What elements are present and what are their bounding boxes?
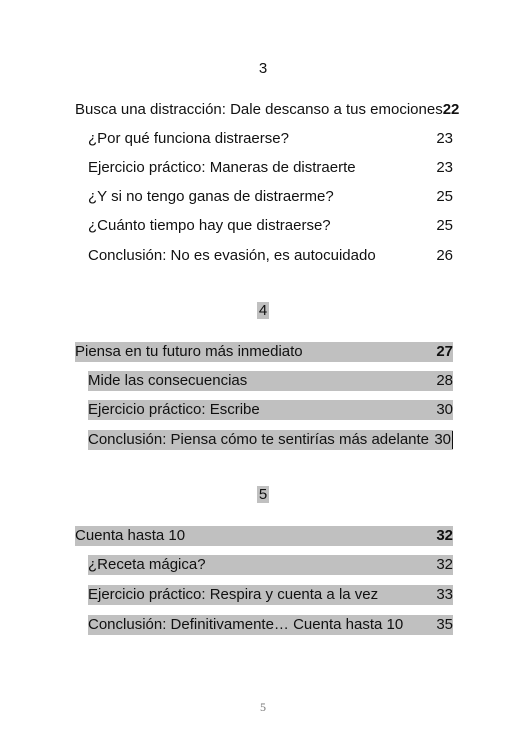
toc-subentry[interactable] [88,158,453,178]
toc-chapter-entry[interactable] [75,526,453,546]
toc-subentry[interactable] [88,615,453,635]
toc-page-number: 22 [442,101,460,118]
text-cursor [452,431,453,449]
toc-subentry-title: Mide las consecuencias [88,372,248,389]
toc-page-number: 27 [436,343,453,360]
chapter-number: 3 [258,60,268,77]
toc-page-number: 25 [436,217,453,234]
toc-subentry[interactable] [88,129,453,149]
toc-subentry-title: Conclusión: No es evasión, es autocuidado [88,247,376,264]
toc-chapter-entry[interactable] [75,342,453,362]
toc-subentry-title: Conclusión: Piensa cómo te sentirías más adelante [88,431,430,448]
toc-page-number: 30 [434,431,451,448]
toc-subentry-title: Conclusión: Definitivamente… Cuenta hasta 10 [88,616,404,633]
toc-page-number: 30 [436,401,453,418]
toc-subentry[interactable] [88,585,453,605]
toc-chapter-title: Busca una distracción: Dale descanso a tus emociones [75,101,443,118]
toc-page-number: 32 [436,556,453,573]
toc-subentry[interactable] [88,400,453,420]
toc-page-number: 25 [436,188,453,205]
toc-subentry[interactable] [88,555,453,575]
chapter-number: 4 [258,302,268,319]
toc-chapter-title: Cuenta hasta 10 [75,527,186,544]
toc-subentry-title: ¿Receta mágica? [88,556,206,573]
toc-subentry[interactable] [88,246,453,266]
toc-chapter-title: Piensa en tu futuro más inmediato [75,343,303,360]
toc-subentry-title: Ejercicio práctico: Maneras de distraerte [88,159,356,176]
toc-subentry[interactable] [88,216,453,236]
toc-subentry-title: ¿Por qué funciona distraerse? [88,130,289,147]
toc-page-number: 23 [436,159,453,176]
toc-page-number: 23 [436,130,453,147]
page-number-footer: 5 [260,700,266,714]
toc-page-number: 26 [436,247,453,264]
toc-subentry-title: ¿Cuánto tiempo hay que distraerse? [88,217,331,234]
toc-subentry-title: Ejercicio práctico: Escribe [88,401,260,418]
toc-page-number: 32 [436,527,453,544]
toc-subentry[interactable] [88,371,453,391]
toc-chapter-entry[interactable] [75,100,460,120]
toc-page-number: 28 [436,372,453,389]
toc-subentry[interactable] [88,187,453,207]
toc-page-number: 35 [436,616,453,633]
toc-subentry[interactable] [88,430,453,450]
toc-subentry-title: ¿Y si no tengo ganas de distraerme? [88,188,334,205]
toc-page-number: 33 [436,586,453,603]
chapter-number: 5 [258,486,268,503]
toc-subentry-title: Ejercicio práctico: Respira y cuenta a la vez [88,586,379,603]
